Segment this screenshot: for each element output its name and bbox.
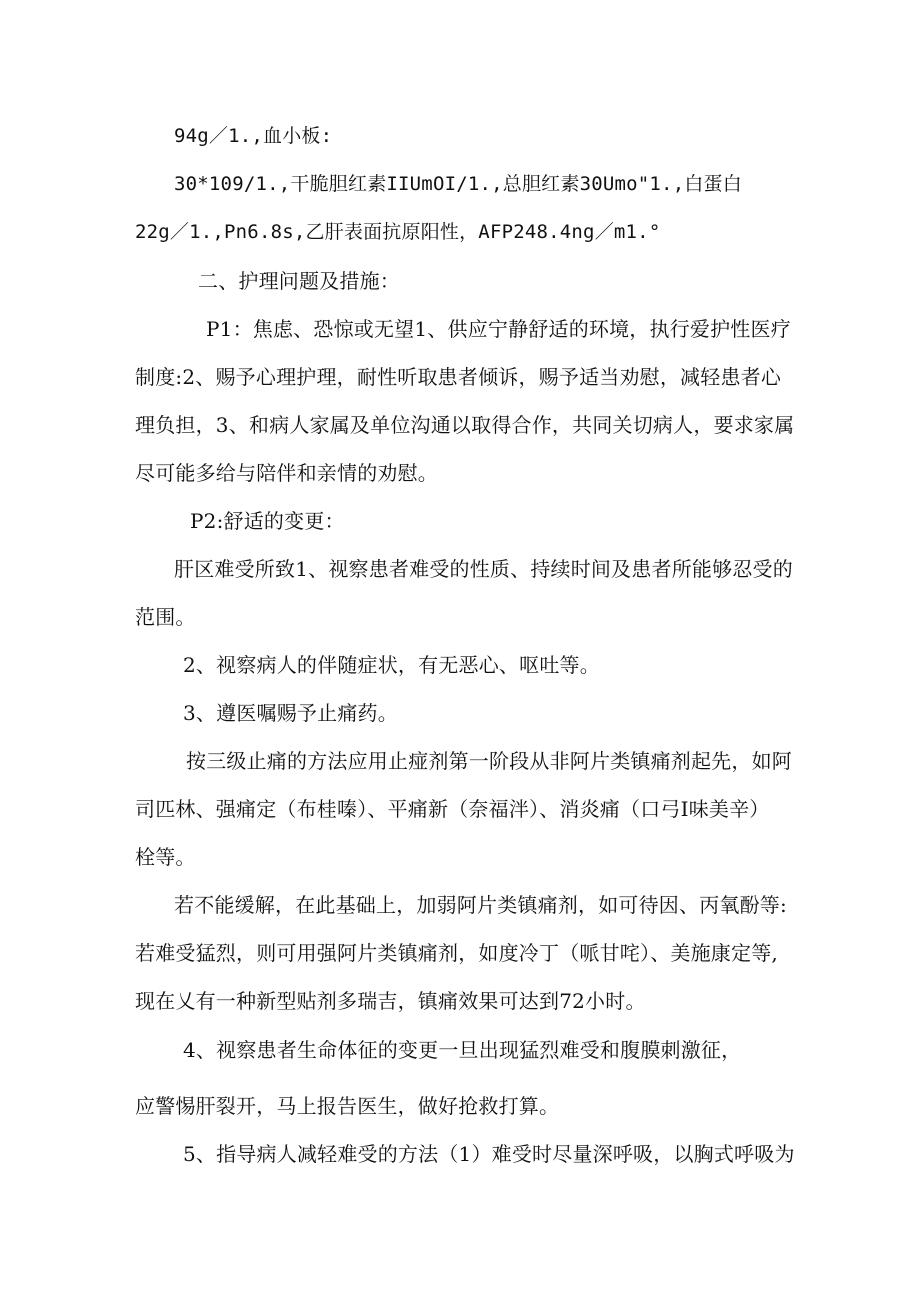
text-line-17: 若不能缓解，在此基础上，加弱阿片类镇痛剂，如可待因、丙氧酚等: bbox=[174, 893, 787, 917]
text-line-14: 按三级止痛的方法应用止痖剂第一阶段从非阿片类镇痛剂起先，如阿 bbox=[186, 749, 792, 773]
text-line-18: 若难受猛烈，则可用强阿片类镇痛剂，如度冷丁（哌甘咤）、美施康定等, bbox=[135, 941, 778, 965]
section-heading: 二、护理问题及措施： bbox=[198, 269, 400, 293]
text-line-2: 30*109/1.,干脆胆红素IIUmOI/1.,总胆红素30Umo"1.,白蛋白 bbox=[174, 173, 742, 195]
text-line-20: 4、视察患者生命体征的变更一旦出现猛烈难受和腹膜刺激征， bbox=[183, 1038, 742, 1062]
text-line-12: 2、视察病人的伴随症状，有无恶心、呕吐等。 bbox=[183, 653, 600, 677]
text-line-5: P1：焦虑、恐惊或无望1、供应宁静舒适的环境，执行爱护性医疗 bbox=[206, 317, 791, 341]
text-line-10: 肝区难受所致1、视察患者难受的性质、持续时间及患者所能够忍受的 bbox=[174, 557, 793, 581]
text-line-11: 范围。 bbox=[135, 605, 196, 629]
text-line-21: 应警惕肝裂开，马上报告医生，做好抢救打算。 bbox=[135, 1094, 560, 1118]
text-line-8: 尽可能多给与陪伴和亲情的劝慰。 bbox=[135, 461, 438, 485]
text-line-19: 现在乂有一种新型贴剂多瑞吉，镇痛效果可达到72小时。 bbox=[135, 989, 646, 1013]
text-line-22: 5、指导病人减轻难受的方法（1）难受时尽量深呼吸，以胸式呼吸为 bbox=[183, 1142, 795, 1166]
text-line-15: 司匹林、强痛定（布桂嗪）、平痛新（奈福泮）、消炎痛（口弓I味美辛） bbox=[135, 797, 770, 821]
text-line-9: P2:舒适的变更： bbox=[190, 509, 345, 533]
text-line-3: 22g／1.,Pn6.8s,乙肝表面抗原阳性，AFP248.4ng／m1.° bbox=[135, 221, 661, 243]
text-line-7: 理负担，3、和病人家属及单位沟通以取得合作，共同关切病人，要求家属 bbox=[135, 413, 795, 437]
text-line-16: 栓等。 bbox=[135, 845, 196, 869]
text-line-6: 制度:2、赐予心理护理，耐性听取患者倾诉，赐予适当劝慰，减轻患者心 bbox=[135, 365, 782, 389]
text-line-1: 94g／1.,血小板: bbox=[174, 125, 333, 147]
text-line-13: 3、遵医嘱赐予止痛药。 bbox=[183, 701, 398, 725]
